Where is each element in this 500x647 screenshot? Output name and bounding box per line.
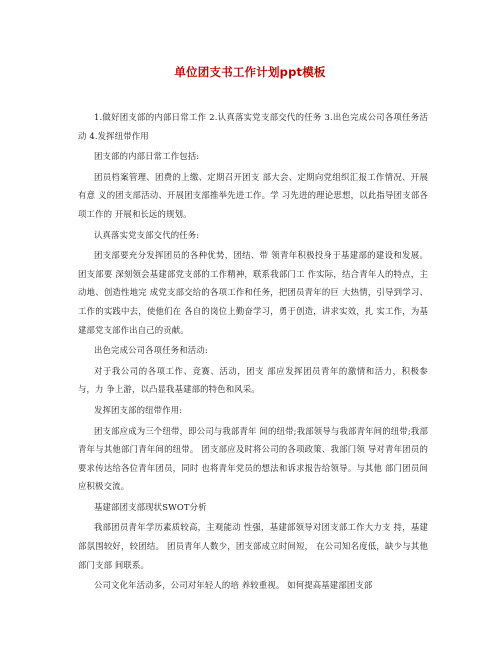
paragraph-internal-work: 团员档案管理、团费的上缴、定期召开团支 部大会、定期向党组织汇报工作情况、开展有意 义的团支部活动、开展团支部推举先进工作。学 习先进的理论思想，以此指导团支部各项工作的 开展和长远的规划。 <box>78 171 428 219</box>
paragraph-company-tasks: 对于我公司的各项工作、竞赛、活动，团支 部应发挥团员青年的激情和活力，积极参与，力 争上游，以凸显我基建部的特色和风采。 <box>78 365 428 395</box>
paragraph-party-tasks: 团支部要充分发挥团员的各种优势，团结、带 领青年积极投身于基建部的建设和发展。团支部要 深刻领会基建部党支部的工作精神，联系我部门工 作实际，结合青年人的特点，主动地、创造性地完 成党支部交给的各项工作和任务，把团员青年的巨 大热情，引导到学习、工作的实践中去，使他们在 各自的岗位上勤奋学习，勇于创造，讲求实效，扎 实工作，为基建部党支部作出自己的贡献。 <box>78 250 428 335</box>
heading-company-tasks: 出色完成公司各项任务和活动: <box>94 345 208 356</box>
paragraph-bridge-role: 团支部应成为三个纽带，即公司与我部青年 间的纽带;我部领导与我部青年间的纽带;我部 青年与其他部门青年间的纽带。 团支部应及时将公司的各项政策、我部门领 导对青年团员的要求传达给各位青年团员，同时 也将青年党员的想法和诉求报告给领导。与其他 部门团员间应积极交流。 <box>78 425 428 492</box>
paragraph-swot: 我部团员青年学历素质较高，主观能动 性强，基建部领导对团支部工作大力支 持，基建部氛围较好，较团结。 团员青年人数少，团支部成立时间短， 在公司知名度低，缺少与其他部门支部 间联系。 <box>78 522 428 570</box>
document-title: 单位团支书工作计划ppt模板 <box>174 65 326 79</box>
paragraph-culture: 公司文化年活动多，公司对年轻人的培 养较重视。 如何提高基建部团支部 <box>94 580 373 591</box>
paragraph-overview: 1.做好团支部的内部日常工作 2.认真落实党支部交代的任务 3.出色完成公司各项任务活动 4.发挥纽带作用 <box>78 112 428 141</box>
heading-swot: 基建部团支部现状SWOT分析 <box>94 501 207 512</box>
document-body <box>78 108 428 597</box>
heading-bridge-role: 发挥团支部的纽带作用: <box>94 404 183 415</box>
heading-party-tasks: 认真落实党支部交代的任务: <box>94 229 200 240</box>
heading-internal-work: 团支部的内部日常工作包括: <box>94 151 200 162</box>
